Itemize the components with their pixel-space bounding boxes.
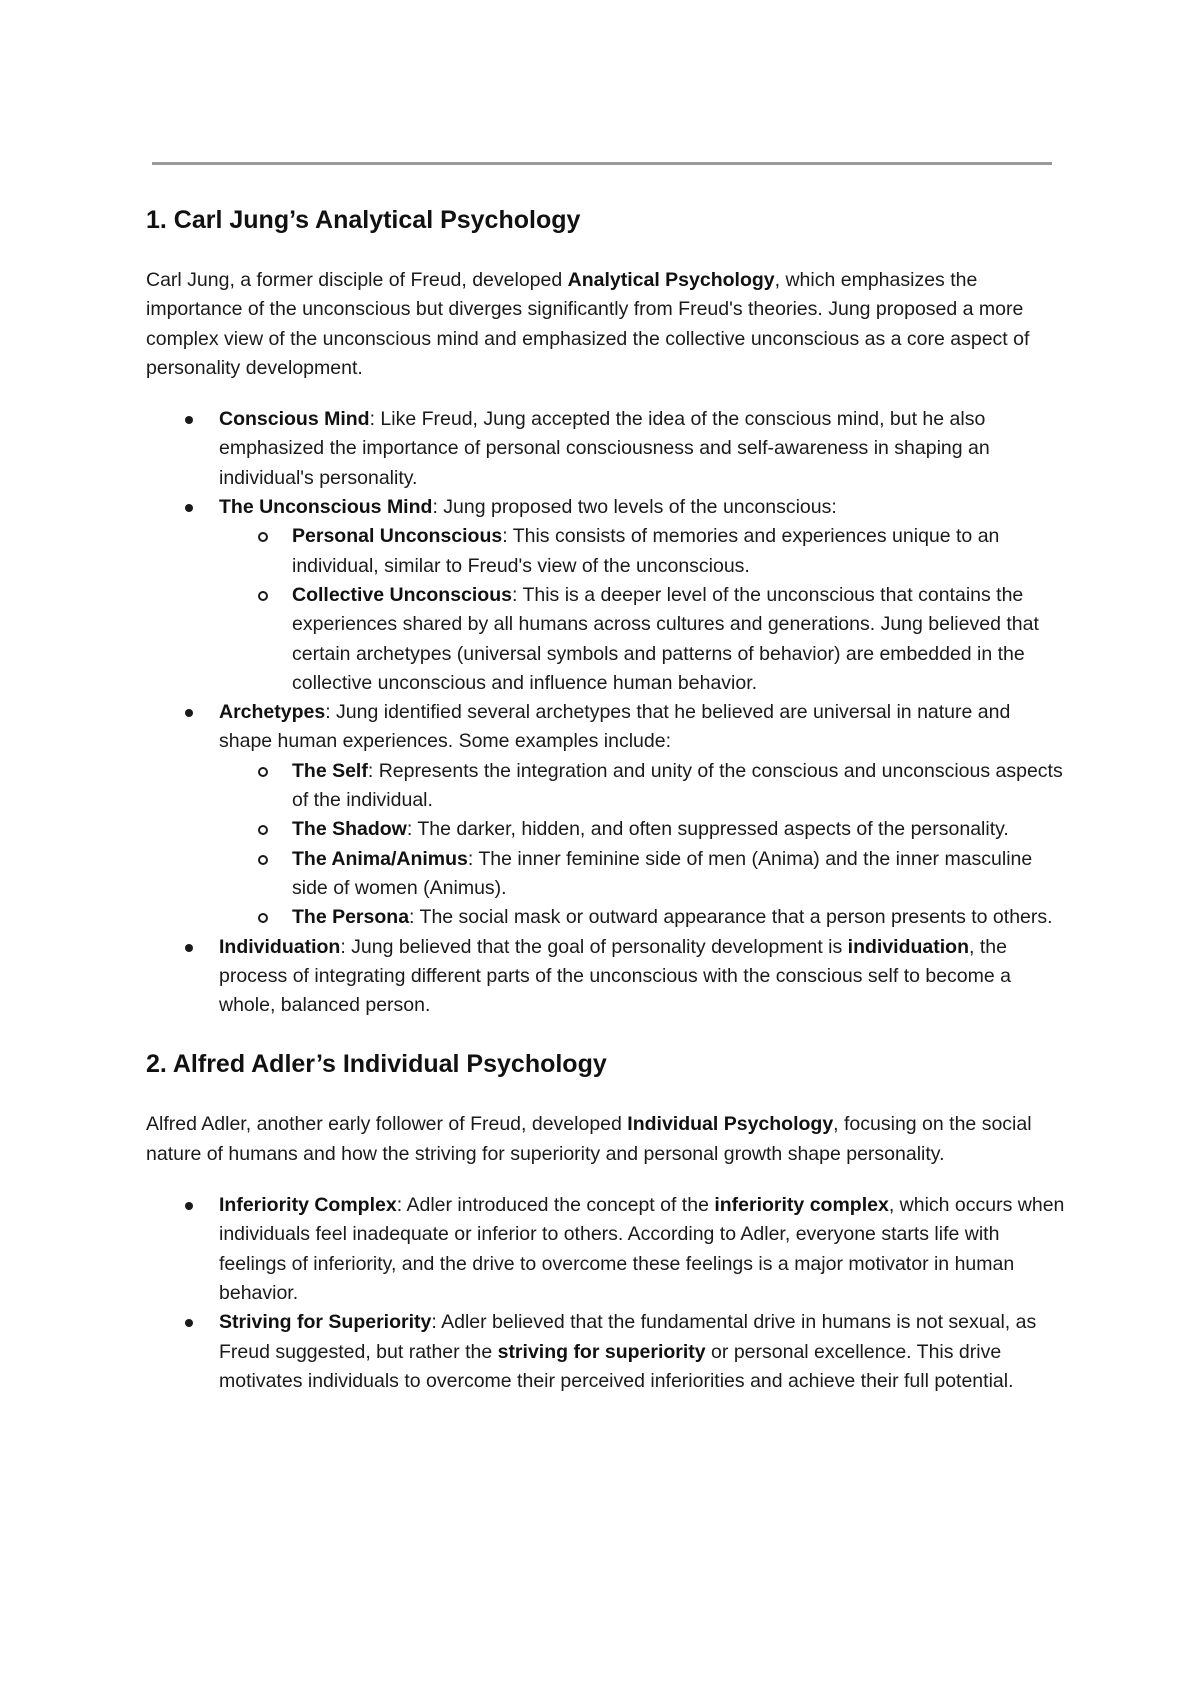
list-item-inline-term: striving for superiority <box>497 1340 706 1363</box>
intro-text: , which emphasizes the importance of the unconscious but diverges significantly from Freud's theories. Jung proposed a more complex view of the unconscious mind and emphasized the collective unconscious as a core aspect of personality development. <box>146 269 1030 379</box>
sub-list-item-term: Personal Unconscious <box>292 525 503 548</box>
sub-list-item <box>219 845 1066 904</box>
sub-list-item-term: The Shadow <box>292 818 407 841</box>
sub-list-item-term: The Self <box>292 759 368 782</box>
list-item <box>146 493 1066 698</box>
sub-list-item-text: : Represents the integration and unity of the conscious and unconscious aspects of the individual. <box>292 759 1063 812</box>
list-item <box>146 698 1066 932</box>
sub-list-item-text: : The social mask or outward appearance that a person presents to others. <box>409 906 1053 929</box>
sub-list-item <box>219 581 1066 698</box>
list-item-text: , the process of integrating different parts of the unconscious with the conscious self to become a whole, balanced person. <box>219 935 1012 1017</box>
section-1-heading: 1. Carl Jung’s Analytical Psychology <box>146 206 581 234</box>
list-item-term: Conscious Mind <box>219 408 370 431</box>
horizontal-rule <box>152 162 1052 165</box>
list-item-text: : Like Freud, Jung accepted the idea of the conscious mind, but he also emphasized the importance of personal consciousness and self-awareness in shaping an individual's personality. <box>219 408 990 489</box>
list-item <box>146 1308 1066 1396</box>
list-item-text: , which occurs when individuals feel inadequate or inferior to others. According to Adler, everyone starts life with feelings of inferiority, and the drive to overcome these feelings is a major motivator in human behavior. <box>219 1194 1065 1304</box>
sub-list-item-term: Collective Unconscious <box>292 583 512 606</box>
list-item <box>146 405 1066 493</box>
list-item-text: : Jung proposed two levels of the unconscious: <box>432 496 837 519</box>
list-item-inline-term: inferiority complex <box>714 1194 889 1217</box>
sub-list-item-text: : This is a deeper level of the unconscious that contains the experiences shared by all humans across cultures and generations. Jung believed that certain archetypes (universal symbols and patterns of behavior) are embedded in the collective unconscious and influence human behavior. <box>292 583 1039 694</box>
list-item <box>146 933 1066 1021</box>
list-item-text: : Adler believed that the fundamental drive in humans is not sexual, as Freud suggested, but rather the <box>219 1311 1037 1363</box>
intro-text: Carl Jung, a former disciple of Freud, developed <box>146 269 568 291</box>
list-item <box>146 1191 1066 1308</box>
list-item-text: or personal excellence. This drive motivates individuals to overcome their perceived inferiorities and achieve their full potential. <box>219 1340 1014 1392</box>
list-item-term: Archetypes <box>219 701 326 724</box>
list-item-text: : Jung identified several archetypes that he believed are universal in nature and shape human experiences. Some examples include: <box>219 701 1011 753</box>
list-item-term: Inferiority Complex <box>219 1194 397 1217</box>
sub-list-item-text: : This consists of memories and experiences unique to an individual, similar to Freud's view of the unconscious. <box>292 525 1000 577</box>
section-2-intro <box>146 1110 1066 1169</box>
document-content <box>146 198 1066 1418</box>
sub-list-item-text: : The inner feminine side of men (Anima) and the inner masculine side of women (Animus). <box>292 847 1033 899</box>
sub-list-item-text: : The darker, hidden, and often suppressed aspects of the personality. <box>406 818 1009 841</box>
sub-list-item <box>219 903 1066 932</box>
sub-list <box>219 757 1066 933</box>
list-item-inline-term: individuation <box>847 935 969 958</box>
sub-list-item-term: The Anima/Animus <box>292 847 468 870</box>
section-2-list <box>146 1191 1066 1396</box>
list-item-text: : Jung believed that the goal of personality development is <box>340 935 848 958</box>
sub-list <box>219 522 1066 698</box>
sub-list-item <box>219 757 1066 816</box>
sub-list-item-term: The Persona <box>292 906 410 929</box>
intro-text: Alfred Adler, another early follower of Freud, developed <box>146 1113 628 1136</box>
list-item-term: Individuation <box>219 935 341 958</box>
section-1-list <box>146 405 1066 1020</box>
sub-list-item <box>219 522 1066 581</box>
list-item-term: The Unconscious Mind <box>219 496 433 519</box>
intro-bold-term: Individual Psychology <box>627 1113 834 1136</box>
list-item-text: : Adler introduced the concept of the <box>396 1194 715 1217</box>
section-1-intro <box>146 266 1066 383</box>
intro-bold-term: Analytical Psychology <box>567 269 775 291</box>
intro-text: , focusing on the social nature of humans and how the striving for superiority and personal growth shape personality. <box>146 1113 1032 1165</box>
section-2-heading: 2. Alfred Adler’s Individual Psychology <box>146 1050 607 1079</box>
sub-list-item <box>219 815 1066 844</box>
list-item-term: Striving for Superiority <box>219 1311 432 1334</box>
